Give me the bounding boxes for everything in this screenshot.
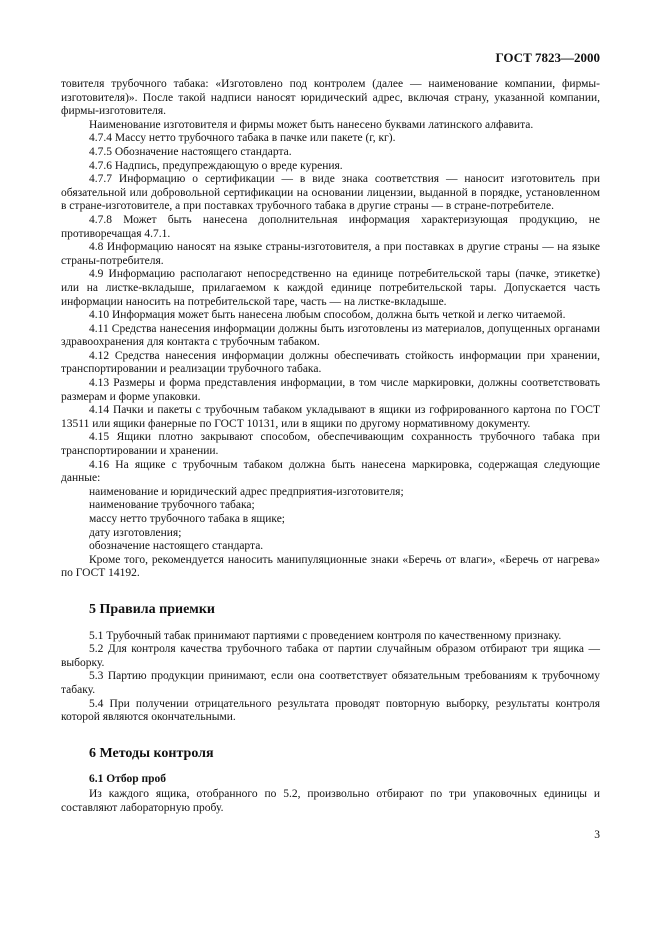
marking-list — [61, 486, 600, 554]
paragraph: 4.7.4 Массу нетто трубочного табака в пачке или пакете (г, кг). — [89, 132, 396, 145]
page-number: 3 — [594, 829, 600, 841]
paragraph: 5.4 При получении отрицательного результата проводят повторную выборку, результаты контроля которой являются окончательными. — [61, 697, 600, 724]
document-code-header: ГОСТ 7823—2000 — [495, 50, 600, 65]
paragraph: Из каждого ящика, отобранного по 5.2, произвольно отбирают по три упаковочных единицы и составляют лабораторную пробу. — [61, 787, 600, 814]
paragraph: 4.7.7 Информацию о сертификации — в виде знака соответствия — наносит изготовитель при обязательной или добровольной сертификации на основании лицензии, выданной в порядке, установленном в стране-изготовителе, а при поставках трубочного табака в другие страны — в стране-потребителе. — [61, 173, 600, 213]
page-content — [61, 78, 600, 815]
paragraph: 5.1 Трубочный табак принимают партиями с проведением контроля по качественному признаку. — [89, 629, 562, 642]
paragraph: 4.13 Размеры и форма представления информации, в том числе маркировки, должны соответствовать размерам и форме упаковки. — [61, 377, 600, 403]
paragraph: 4.9 Информацию располагают непосредственно на единице потребительской тары (пачке, этикетке) или на листке-вкладыше, прилагаемом к каждой единице потребительской тары. Допускается часть информации наносить на потребительской таре, часть — на листке-вкладыше. — [61, 268, 600, 308]
paragraph: 4.16 На ящике с трубочным табаком должна быть нанесена маркировка, содержащая следующие данные: — [61, 458, 600, 485]
paragraph: Наименование изготовителя и фирмы может быть нанесено буквами латинского алфавита. — [89, 118, 534, 131]
paragraph: 4.10 Информация может быть нанесена любым способом, должна быть четкой и легко читаемой. — [89, 309, 566, 322]
section-5-title: 5 Правила приемки — [89, 601, 215, 617]
subsection-6-1-title: 6.1 Отбор проб — [89, 773, 166, 786]
list-item: дату изготовления; — [89, 526, 182, 539]
section-6-title: 6 Методы контроля — [89, 745, 214, 761]
list-item: массу нетто трубочного табака в ящике; — [89, 513, 285, 525]
paragraph: 4.7.5 Обозначение настоящего стандарта. — [89, 145, 292, 158]
paragraph: 4.15 Ящики плотно закрывают способом, обеспечивающим сохранность трубочного табака при транспортировании и хранении. — [61, 431, 600, 458]
list-item: наименование трубочного табака; — [89, 499, 255, 512]
paragraph: 4.7.8 Может быть нанесена дополнительная информация характеризующая продукцию, не противоречащая 4.7.1. — [61, 213, 600, 240]
paragraph: Кроме того, рекомендуется наносить манипуляционные знаки «Беречь от влаги», «Беречь от нагрева» по ГОСТ 14192. — [61, 553, 600, 580]
paragraph: 4.8 Информацию наносят на языке страны-изготовителя, а при поставках в другие страны — на языке страны-потребителя. — [61, 241, 600, 267]
paragraph: 4.7.6 Надпись, предупреждающую о вреде курения. — [89, 159, 343, 172]
paragraph: 4.12 Средства нанесения информации должны обеспечивать стойкость информации при хранении, транспортировании и реализации трубочного табака. — [61, 349, 600, 376]
list-item: обозначение настоящего стандарта. — [89, 540, 264, 553]
paragraph: 5.2 Для контроля качества трубочного табака от партии случайным образом отбирают три ящика — выборку. — [61, 643, 600, 669]
paragraph: 4.14 Пачки и пакеты с трубочным табаком укладывают в ящики из гофрированного картона по ГОСТ 13511 или ящики фанерные по ГОСТ 10131, или в ящики по другому нормативному документу. — [61, 404, 600, 430]
paragraph: 5.3 Партию продукции принимают, если она соответствует обязательным требованиям к трубочному табаку. — [61, 670, 600, 696]
list-item: наименование и юридический адрес предприятия-изготовителя; — [89, 485, 404, 498]
paragraph: 4.11 Средства нанесения информации должны быть изготовлены из материалов, допущенных органами здравоохранения для контакта с трубочным табаком. — [61, 322, 600, 349]
paragraph: товителя трубочного табака: «Изготовлено под контролем (далее — наименование компании, фирмы-изготовителя)». После такой надписи наносят юридический адрес, включая страну, указанной компании, фирмы-изготовителя. — [61, 78, 600, 118]
